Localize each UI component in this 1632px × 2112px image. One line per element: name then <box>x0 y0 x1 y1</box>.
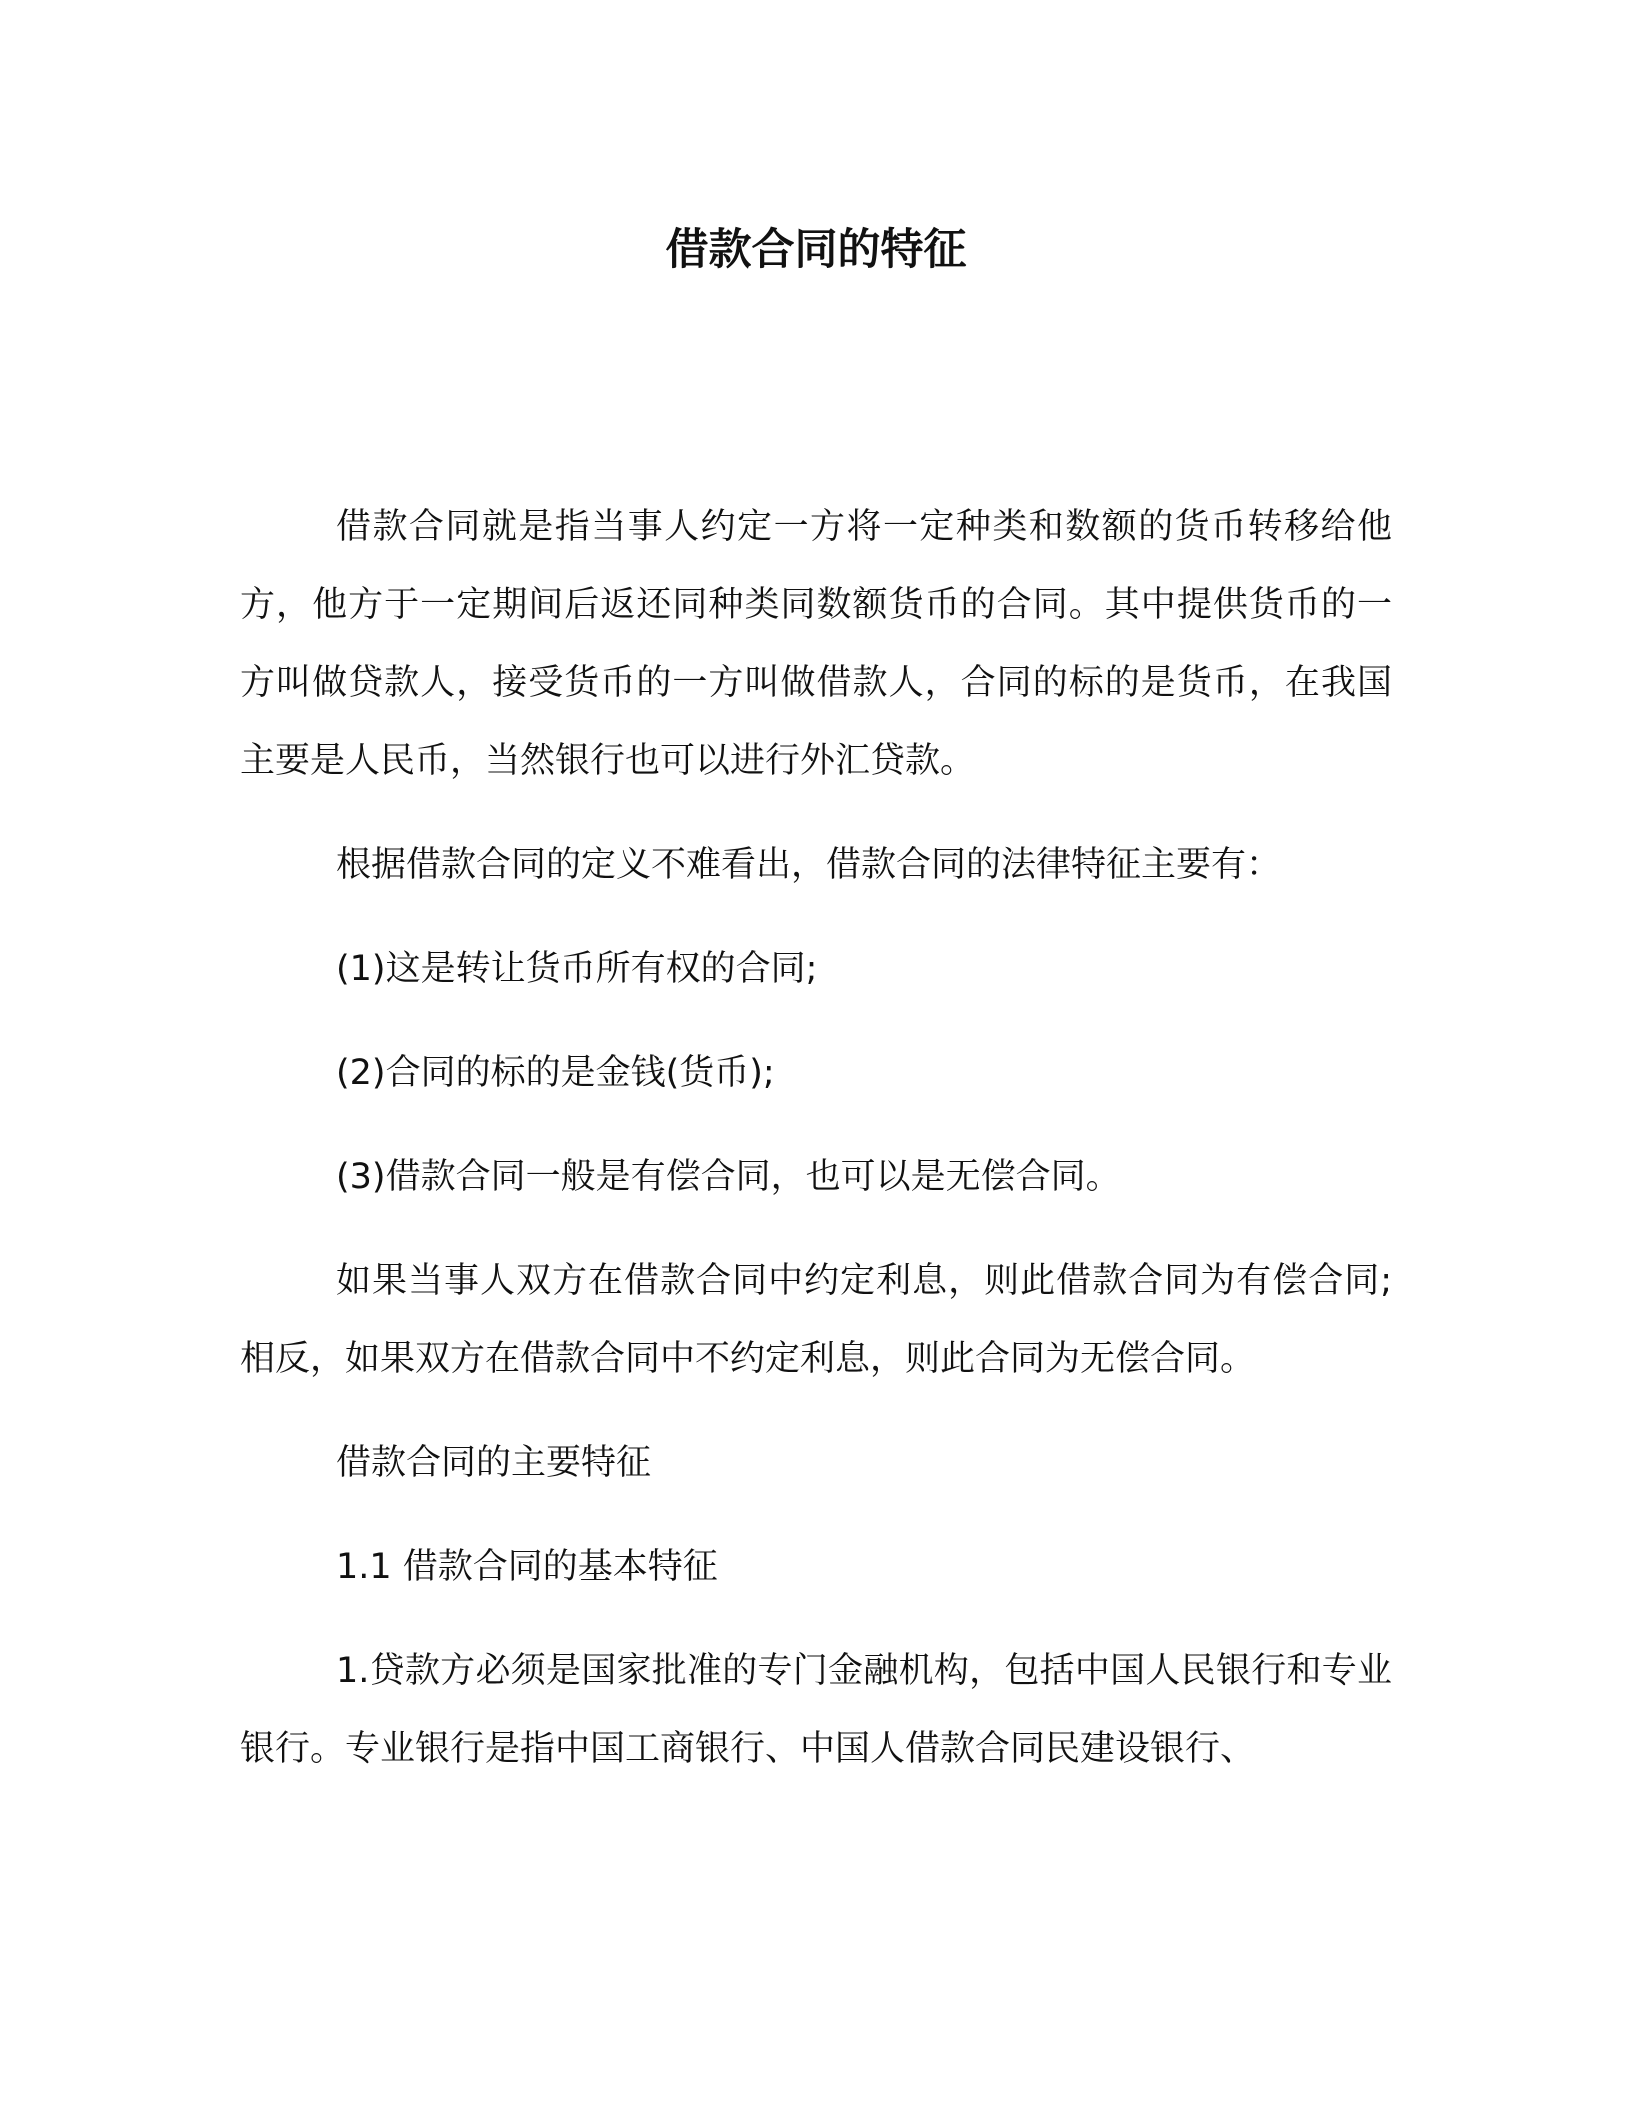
paragraph-feature-3: (3)借款合同一般是有偿合同，也可以是无偿合同。 <box>336 1157 1121 1197</box>
paragraph-lender-requirement: 1.贷款方必须是国家批准的专门金融机构，包括中国人民银行和专业银行。专业银行是指中国工商银行、中国人借款合同民建设银行、 <box>240 1651 1392 1769</box>
paragraph-intro-features: 根据借款合同的定义不难看出，借款合同的法律特征主要有： <box>336 845 1282 885</box>
section-heading-main-features: 借款合同的主要特征 <box>336 1443 652 1483</box>
document-title: 借款合同的特征 <box>665 225 967 275</box>
paragraph-feature-1: (1)这是转让货币所有权的合同; <box>336 949 818 989</box>
document-body <box>240 488 1392 1814</box>
paragraph-feature-2: (2)合同的标的是金钱(货币); <box>336 1053 775 1093</box>
section-heading-basic-features: 1.1 借款合同的基本特征 <box>336 1547 718 1587</box>
paragraph-interest: 如果当事人双方在借款合同中约定利息，则此借款合同为有偿合同;相反，如果双方在借款合同中不约定利息，则此合同为无偿合同。 <box>240 1261 1392 1379</box>
paragraph-definition: 借款合同就是指当事人约定一方将一定种类和数额的货币转移给他方，他方于一定期间后返还同种类同数额货币的合同。其中提供货币的一方叫做贷款人，接受货币的一方叫做借款人，合同的标的是货币，在我国主要是人民币，当然银行也可以进行外汇贷款。 <box>240 507 1392 781</box>
